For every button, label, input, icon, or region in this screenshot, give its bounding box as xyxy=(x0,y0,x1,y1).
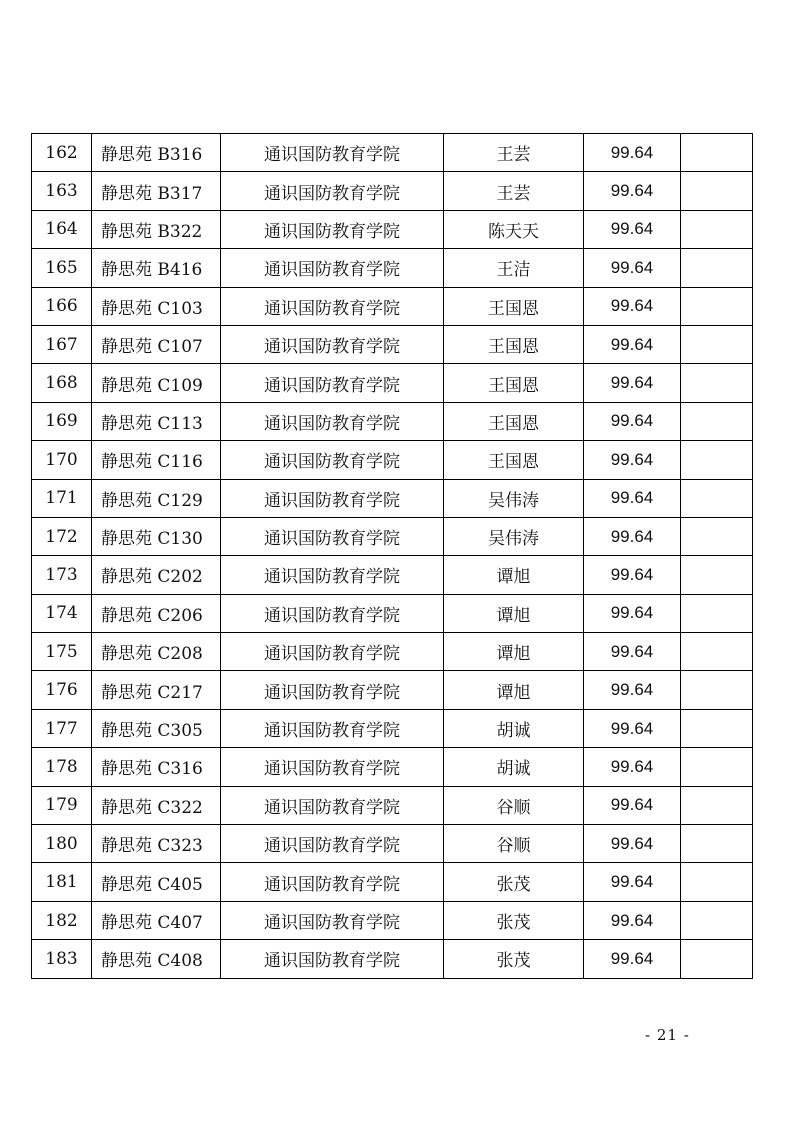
room-cell: 静思苑 C322 xyxy=(92,786,221,824)
room-cell: 静思苑 C407 xyxy=(92,901,221,939)
college-cell: 通识国防教育学院 xyxy=(221,594,444,632)
college-cell: 通识国防教育学院 xyxy=(221,825,444,863)
table-row xyxy=(32,786,753,824)
table-row xyxy=(32,863,753,901)
college-cell: 通识国防教育学院 xyxy=(221,748,444,786)
college-cell: 通识国防教育学院 xyxy=(221,441,444,479)
row-number-cell: 165 xyxy=(32,249,92,287)
college-cell: 通识国防教育学院 xyxy=(221,940,444,978)
room-cell: 静思苑 B416 xyxy=(92,249,221,287)
name-cell: 王国恩 xyxy=(444,402,584,440)
note-cell xyxy=(681,402,753,440)
table-row xyxy=(32,479,753,517)
note-cell xyxy=(681,249,753,287)
room-cell: 静思苑 C316 xyxy=(92,748,221,786)
table-row xyxy=(32,402,753,440)
score-cell: 99.64 xyxy=(584,402,681,440)
row-number-cell: 174 xyxy=(32,594,92,632)
room-cell: 静思苑 C103 xyxy=(92,287,221,325)
room-cell: 静思苑 C217 xyxy=(92,671,221,709)
name-cell: 张茂 xyxy=(444,863,584,901)
score-cell: 99.64 xyxy=(584,287,681,325)
college-cell: 通识国防教育学院 xyxy=(221,709,444,747)
college-cell: 通识国防教育学院 xyxy=(221,863,444,901)
room-cell: 静思苑 C206 xyxy=(92,594,221,632)
score-cell: 99.64 xyxy=(584,210,681,248)
name-cell: 王洁 xyxy=(444,249,584,287)
note-cell xyxy=(681,748,753,786)
name-cell: 王国恩 xyxy=(444,364,584,402)
note-cell xyxy=(681,940,753,978)
college-cell: 通识国防教育学院 xyxy=(221,402,444,440)
college-cell: 通识国防教育学院 xyxy=(221,172,444,210)
row-number-cell: 164 xyxy=(32,210,92,248)
note-cell xyxy=(681,825,753,863)
table-row xyxy=(32,633,753,671)
row-number-cell: 177 xyxy=(32,709,92,747)
score-cell: 99.64 xyxy=(584,364,681,402)
college-cell: 通识国防教育学院 xyxy=(221,134,444,172)
note-cell xyxy=(681,594,753,632)
name-cell: 王国恩 xyxy=(444,287,584,325)
name-cell: 谷顺 xyxy=(444,786,584,824)
score-cell: 99.64 xyxy=(584,748,681,786)
row-number-cell: 173 xyxy=(32,556,92,594)
table-body xyxy=(32,134,753,979)
table-row xyxy=(32,671,753,709)
name-cell: 吴伟涛 xyxy=(444,517,584,555)
name-cell: 胡诚 xyxy=(444,748,584,786)
name-cell: 谷顺 xyxy=(444,825,584,863)
note-cell xyxy=(681,709,753,747)
room-cell: 静思苑 C129 xyxy=(92,479,221,517)
room-cell: 静思苑 C202 xyxy=(92,556,221,594)
row-number-cell: 166 xyxy=(32,287,92,325)
score-cell: 99.64 xyxy=(584,325,681,363)
table-row xyxy=(32,556,753,594)
college-cell: 通识国防教育学院 xyxy=(221,479,444,517)
room-cell: 静思苑 C405 xyxy=(92,863,221,901)
college-cell: 通识国防教育学院 xyxy=(221,287,444,325)
row-number-cell: 163 xyxy=(32,172,92,210)
score-cell: 99.64 xyxy=(584,863,681,901)
table-row xyxy=(32,287,753,325)
score-cell: 99.64 xyxy=(584,901,681,939)
note-cell xyxy=(681,517,753,555)
score-cell: 99.64 xyxy=(584,633,681,671)
table-row xyxy=(32,940,753,978)
score-cell: 99.64 xyxy=(584,479,681,517)
name-cell: 王芸 xyxy=(444,172,584,210)
score-cell: 99.64 xyxy=(584,825,681,863)
note-cell xyxy=(681,325,753,363)
name-cell: 谭旭 xyxy=(444,556,584,594)
room-cell: 静思苑 C305 xyxy=(92,709,221,747)
row-number-cell: 167 xyxy=(32,325,92,363)
table-row xyxy=(32,210,753,248)
note-cell xyxy=(681,210,753,248)
row-number-cell: 176 xyxy=(32,671,92,709)
page-number: - 21 - xyxy=(645,1026,690,1044)
table-row xyxy=(32,134,753,172)
table-row xyxy=(32,748,753,786)
college-cell: 通识国防教育学院 xyxy=(221,633,444,671)
note-cell xyxy=(681,633,753,671)
score-cell: 99.64 xyxy=(584,134,681,172)
room-cell: 静思苑 B322 xyxy=(92,210,221,248)
table-row xyxy=(32,594,753,632)
row-number-cell: 183 xyxy=(32,940,92,978)
table-row xyxy=(32,901,753,939)
row-number-cell: 168 xyxy=(32,364,92,402)
row-number-cell: 170 xyxy=(32,441,92,479)
table-row xyxy=(32,172,753,210)
note-cell xyxy=(681,287,753,325)
room-cell: 静思苑 C109 xyxy=(92,364,221,402)
table-row xyxy=(32,249,753,287)
name-cell: 王国恩 xyxy=(444,441,584,479)
name-cell: 张茂 xyxy=(444,901,584,939)
name-cell: 谭旭 xyxy=(444,671,584,709)
row-number-cell: 171 xyxy=(32,479,92,517)
name-cell: 陈天天 xyxy=(444,210,584,248)
dormitory-score-table xyxy=(31,133,753,979)
score-cell: 99.64 xyxy=(584,441,681,479)
score-cell: 99.64 xyxy=(584,786,681,824)
row-number-cell: 169 xyxy=(32,402,92,440)
row-number-cell: 181 xyxy=(32,863,92,901)
note-cell xyxy=(681,134,753,172)
note-cell xyxy=(681,863,753,901)
college-cell: 通识国防教育学院 xyxy=(221,517,444,555)
score-cell: 99.64 xyxy=(584,594,681,632)
score-cell: 99.64 xyxy=(584,940,681,978)
score-cell: 99.64 xyxy=(584,671,681,709)
name-cell: 张茂 xyxy=(444,940,584,978)
row-number-cell: 162 xyxy=(32,134,92,172)
room-cell: 静思苑 C323 xyxy=(92,825,221,863)
score-cell: 99.64 xyxy=(584,709,681,747)
college-cell: 通识国防教育学院 xyxy=(221,325,444,363)
room-cell: 静思苑 C113 xyxy=(92,402,221,440)
table-row xyxy=(32,325,753,363)
note-cell xyxy=(681,479,753,517)
row-number-cell: 178 xyxy=(32,748,92,786)
room-cell: 静思苑 B316 xyxy=(92,134,221,172)
note-cell xyxy=(681,364,753,402)
row-number-cell: 175 xyxy=(32,633,92,671)
name-cell: 胡诚 xyxy=(444,709,584,747)
note-cell xyxy=(681,671,753,709)
note-cell xyxy=(681,786,753,824)
name-cell: 王国恩 xyxy=(444,325,584,363)
row-number-cell: 172 xyxy=(32,517,92,555)
table-row xyxy=(32,825,753,863)
room-cell: 静思苑 C208 xyxy=(92,633,221,671)
table-row xyxy=(32,441,753,479)
college-cell: 通识国防教育学院 xyxy=(221,364,444,402)
name-cell: 谭旭 xyxy=(444,633,584,671)
table-row xyxy=(32,517,753,555)
score-cell: 99.64 xyxy=(584,172,681,210)
row-number-cell: 179 xyxy=(32,786,92,824)
room-cell: 静思苑 C107 xyxy=(92,325,221,363)
name-cell: 王芸 xyxy=(444,134,584,172)
score-cell: 99.64 xyxy=(584,556,681,594)
score-cell: 99.64 xyxy=(584,517,681,555)
row-number-cell: 180 xyxy=(32,825,92,863)
note-cell xyxy=(681,556,753,594)
table-row xyxy=(32,364,753,402)
note-cell xyxy=(681,441,753,479)
room-cell: 静思苑 C116 xyxy=(92,441,221,479)
room-cell: 静思苑 B317 xyxy=(92,172,221,210)
name-cell: 吴伟涛 xyxy=(444,479,584,517)
college-cell: 通识国防教育学院 xyxy=(221,901,444,939)
name-cell: 谭旭 xyxy=(444,594,584,632)
college-cell: 通识国防教育学院 xyxy=(221,210,444,248)
college-cell: 通识国防教育学院 xyxy=(221,249,444,287)
room-cell: 静思苑 C130 xyxy=(92,517,221,555)
college-cell: 通识国防教育学院 xyxy=(221,671,444,709)
room-cell: 静思苑 C408 xyxy=(92,940,221,978)
score-cell: 99.64 xyxy=(584,249,681,287)
note-cell xyxy=(681,901,753,939)
college-cell: 通识国防教育学院 xyxy=(221,786,444,824)
note-cell xyxy=(681,172,753,210)
college-cell: 通识国防教育学院 xyxy=(221,556,444,594)
table-row xyxy=(32,709,753,747)
row-number-cell: 182 xyxy=(32,901,92,939)
